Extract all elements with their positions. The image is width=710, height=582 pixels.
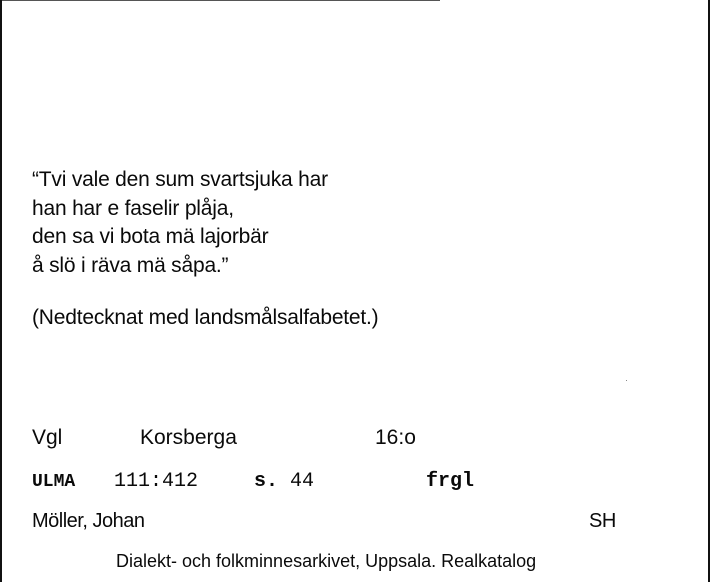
transcription-note: (Nedtecknat med landsmålsalfabetet.) (32, 306, 379, 329)
page-number-field: 44 (290, 470, 315, 493)
speck (626, 380, 627, 381)
poem-line: å slö i räva mä såpa.” (32, 253, 229, 277)
poem-line: han har e faselir plåja, (32, 196, 234, 220)
poem-block (32, 166, 328, 280)
archive-number-field: 111:412 (114, 470, 199, 493)
archive-footer: Dialekt- och folkminnesarkivet, Uppsala. Realkatalog (116, 551, 537, 571)
card-top-edge (0, 0, 440, 1)
poem-line: “Tvi vale den sum svartsjuka har (32, 168, 328, 191)
poem-line: den sa vi bota mä lajorbär (32, 225, 269, 248)
category-field: frgl (426, 470, 475, 493)
page-label: s. (254, 470, 279, 493)
archive-field: ULMA (32, 472, 76, 492)
ref-code-field: 16:o (375, 426, 416, 449)
initials-field: SH (589, 510, 616, 532)
collector-field: Möller, Johan (32, 510, 145, 532)
parish-field: Korsberga (140, 426, 237, 449)
card-left-edge (0, 0, 2, 582)
province-field: Vgl (32, 426, 63, 449)
